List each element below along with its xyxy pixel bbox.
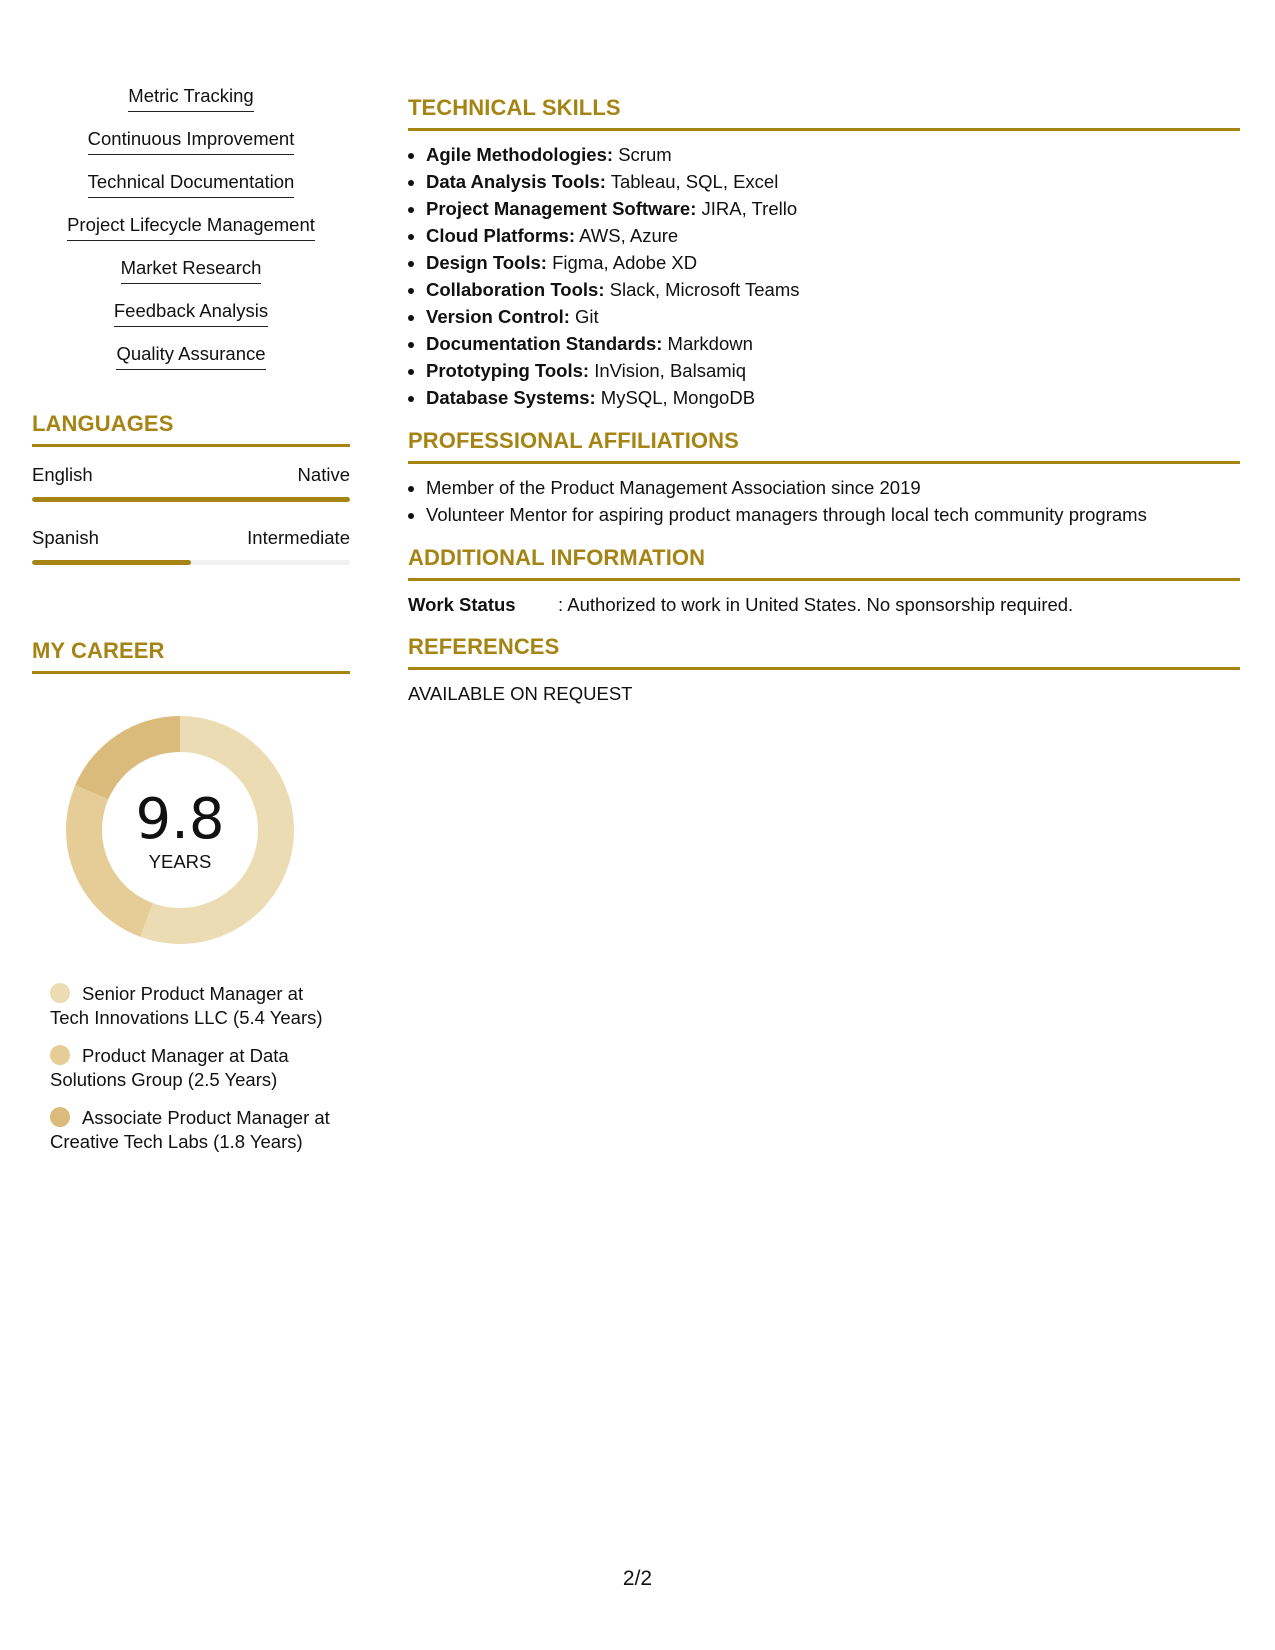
skill-category: Database Systems: [426, 387, 596, 408]
skill-category: Documentation Standards: [426, 333, 663, 354]
career-section [32, 637, 350, 1154]
technical-skills-title: TECHNICAL SKILLS [408, 94, 1240, 131]
career-years-unit: YEARS [148, 851, 212, 872]
skill-chip: Feedback Analysis [114, 299, 268, 327]
language-level: Native [297, 464, 350, 485]
skill-values: Git [569, 306, 599, 327]
additional-info-title: ADDITIONAL INFORMATION [408, 544, 1240, 581]
work-status-row [408, 593, 1240, 617]
legend-item [50, 1106, 340, 1154]
skill-category: Agile Methodologies: [426, 144, 614, 165]
page-number: 2/2 [622, 1567, 653, 1590]
list-item [426, 195, 1240, 222]
career-title: MY CAREER [32, 637, 350, 674]
list-item [426, 222, 1240, 249]
skill-chip: Technical Documentation [88, 170, 295, 198]
work-status-label: Work Status [408, 594, 516, 615]
list-item [426, 168, 1240, 195]
additional-info-section [408, 544, 1240, 617]
skill-values: Tableau, SQL, Excel [605, 171, 779, 192]
language-bar-fill [32, 497, 350, 502]
career-legend [50, 982, 340, 1154]
list-item [426, 141, 1240, 168]
languages-title: LANGUAGES [32, 410, 350, 447]
skill-values: Scrum [613, 144, 672, 165]
language-name: Spanish [32, 527, 99, 548]
language-bar [32, 497, 350, 502]
language-name: English [32, 464, 93, 485]
skills-list [32, 84, 350, 385]
skill-category: Version Control: [426, 306, 570, 327]
skill-category: Design Tools: [426, 252, 547, 273]
skill-category: Data Analysis Tools: [426, 171, 606, 192]
skill-values: Markdown [662, 333, 753, 354]
affiliations-list [408, 474, 1240, 528]
list-item [426, 249, 1240, 276]
skill-category: Project Management Software: [426, 198, 697, 219]
language-item [32, 463, 350, 502]
career-donut-chart [66, 716, 294, 944]
skill-category: Prototyping Tools: [426, 360, 590, 381]
skill-values: Figma, Adobe XD [546, 252, 698, 273]
skill-chip: Quality Assurance [116, 342, 265, 370]
technical-skills-section [408, 94, 1240, 411]
career-total-years: 9.8 [135, 787, 225, 852]
left-column [32, 84, 350, 1168]
references-title: REFERENCES [408, 633, 1240, 670]
skill-category: Collaboration Tools: [426, 279, 605, 300]
language-level: Intermediate [247, 527, 350, 548]
work-status-value: : Authorized to work in United States. No sponsorship required. [558, 594, 1074, 615]
language-item [32, 526, 350, 565]
skill-chip: Project Lifecycle Management [67, 213, 315, 241]
legend-dot-icon [50, 1107, 70, 1127]
skill-chip: Market Research [121, 256, 262, 284]
list-item [426, 330, 1240, 357]
list-item [426, 384, 1240, 411]
skill-values: InVision, Balsamiq [589, 360, 747, 381]
legend-label: Senior Product Manager at Tech Innovations LLC (5.4 Years) [50, 983, 323, 1028]
skill-values: MySQL, MongoDB [595, 387, 756, 408]
language-bar [32, 560, 350, 565]
skill-values: AWS, Azure [575, 225, 679, 246]
languages-section [32, 410, 350, 565]
list-item [426, 276, 1240, 303]
donut-center [66, 716, 294, 944]
legend-item [50, 1044, 340, 1092]
affiliations-title: PROFESSIONAL AFFILIATIONS [408, 427, 1240, 464]
list-item: • Member of the Product Management Association since 2019 [426, 474, 1240, 501]
legend-label: Product Manager at Data Solutions Group (2.5 Years) [50, 1045, 289, 1090]
legend-item [50, 982, 340, 1030]
skill-chip: Continuous Improvement [88, 127, 295, 155]
language-bar-fill [32, 560, 191, 565]
skill-chip: Metric Tracking [128, 84, 253, 112]
skill-values: Slack, Microsoft Teams [604, 279, 800, 300]
skill-category: Cloud Platforms: [426, 225, 576, 246]
legend-dot-icon [50, 983, 70, 1003]
right-column [408, 94, 1240, 706]
skill-values: JIRA, Trello [696, 198, 798, 219]
references-text: AVAILABLE ON REQUEST [408, 683, 633, 704]
list-item: • Volunteer Mentor for aspiring product managers through local tech community programs [426, 501, 1240, 528]
references-section [408, 633, 1240, 706]
list-item [426, 357, 1240, 384]
affiliations-section [408, 427, 1240, 528]
technical-skills-list [408, 141, 1240, 411]
legend-label: Associate Product Manager at Creative Tech Labs (1.8 Years) [50, 1107, 330, 1152]
list-item [426, 303, 1240, 330]
legend-dot-icon [50, 1045, 70, 1065]
